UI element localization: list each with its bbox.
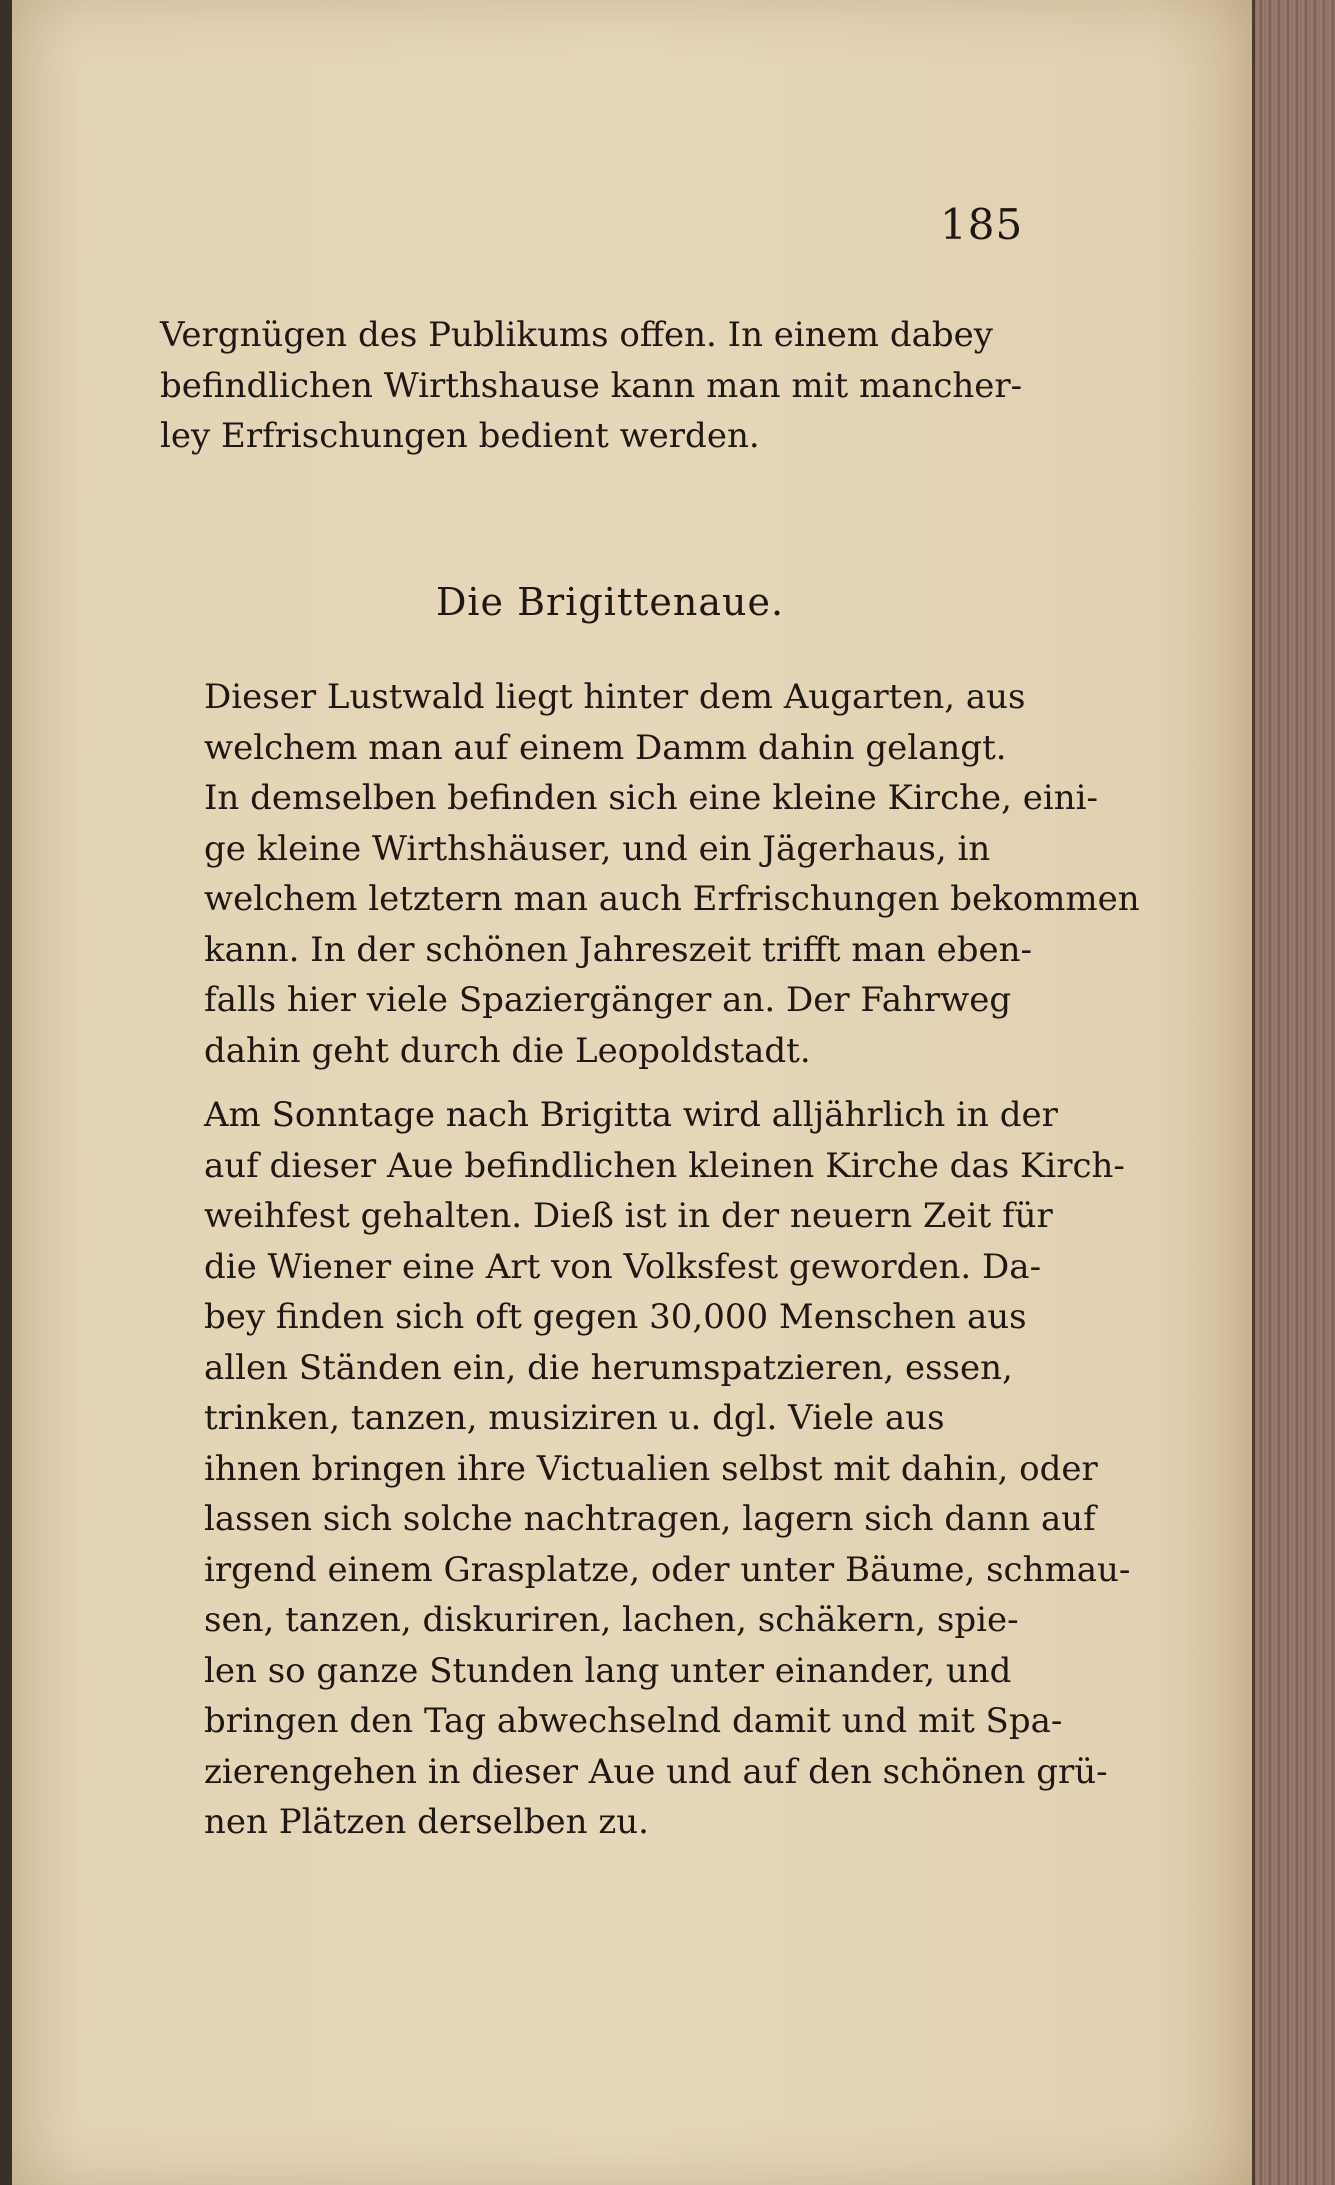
text-line: kann. In der schönen Jahreszeit trifft man eben- [204, 929, 1032, 970]
binding-edge [0, 0, 12, 2185]
text-line: sen, tanzen, diskuriren, lachen, schäkern, spie- [204, 1600, 1019, 1640]
text-line: dahin geht durch die Leopoldstadt. [204, 1030, 811, 1071]
text-line: Dieser Lustwald liegt hinter dem Augarten, aus [204, 677, 1026, 717]
text-line: lassen sich solche nachtragen, lagern sich dann auf [204, 1499, 1096, 1539]
text-line: zierengehen in dieser Aue und auf den schönen grü- [204, 1751, 1108, 1792]
text-line: die Wiener eine Art von Volksfest geworden. Da- [204, 1246, 1042, 1287]
text-line: ge kleine Wirthshäuser, und ein Jägerhaus, in [204, 828, 991, 869]
text-line: In demselben befinden sich eine kleine Kirche, eini- [204, 778, 1098, 818]
text-line: Am Sonntage nach Brigitta wird alljährlich in der [204, 1095, 1058, 1135]
text-line: ihnen bringen ihre Victualien selbst mit dahin, oder [204, 1448, 1098, 1489]
paragraph-festival [160, 1090, 1131, 1848]
text-line: bey finden sich oft gegen 30,000 Menschen aus [204, 1297, 1027, 1337]
text-line: befindlichen Wirthshause kann man mit mancher- [160, 365, 1023, 406]
text-line: welchem letztern man auch Erfrischungen bekommen [204, 879, 1140, 919]
paragraph-intro [160, 672, 1140, 1076]
text-line: bringen den Tag abwechselnd damit und mit Spa- [204, 1701, 1063, 1741]
paragraph-continued [160, 310, 1060, 462]
text-line: trinken, tanzen, musiziren u. dgl. Viele aus [204, 1398, 945, 1438]
text-line: allen Ständen ein, die herumspatzieren, essen, [204, 1347, 1013, 1388]
text-line: Vergnügen des Publikums offen. In einem dabey [160, 315, 993, 355]
text-line: welchem man auf einem Damm dahin gelangt. [204, 727, 1007, 768]
text-line: irgend einem Grasplatze, oder unter Bäume, schmau- [204, 1549, 1131, 1590]
text-line: len so ganze Stunden lang unter einander, und [204, 1650, 1012, 1691]
page-stack-edge [1252, 0, 1335, 2185]
text-line: auf dieser Aue befindlichen kleinen Kirche das Kirch- [204, 1145, 1125, 1186]
text-line: ley Erfrischungen bedient werden. [160, 416, 760, 456]
section-heading: Die Brigittenaue. [435, 580, 785, 624]
text-line: falls hier viele Spaziergänger an. Der Fahrweg [204, 980, 1012, 1020]
text-line: weihfest gehalten. Dieß ist in der neuern Zeit für [204, 1196, 1053, 1236]
text-line: nen Plätzen derselben zu. [204, 1802, 649, 1842]
page-number: 185 [940, 200, 1024, 249]
